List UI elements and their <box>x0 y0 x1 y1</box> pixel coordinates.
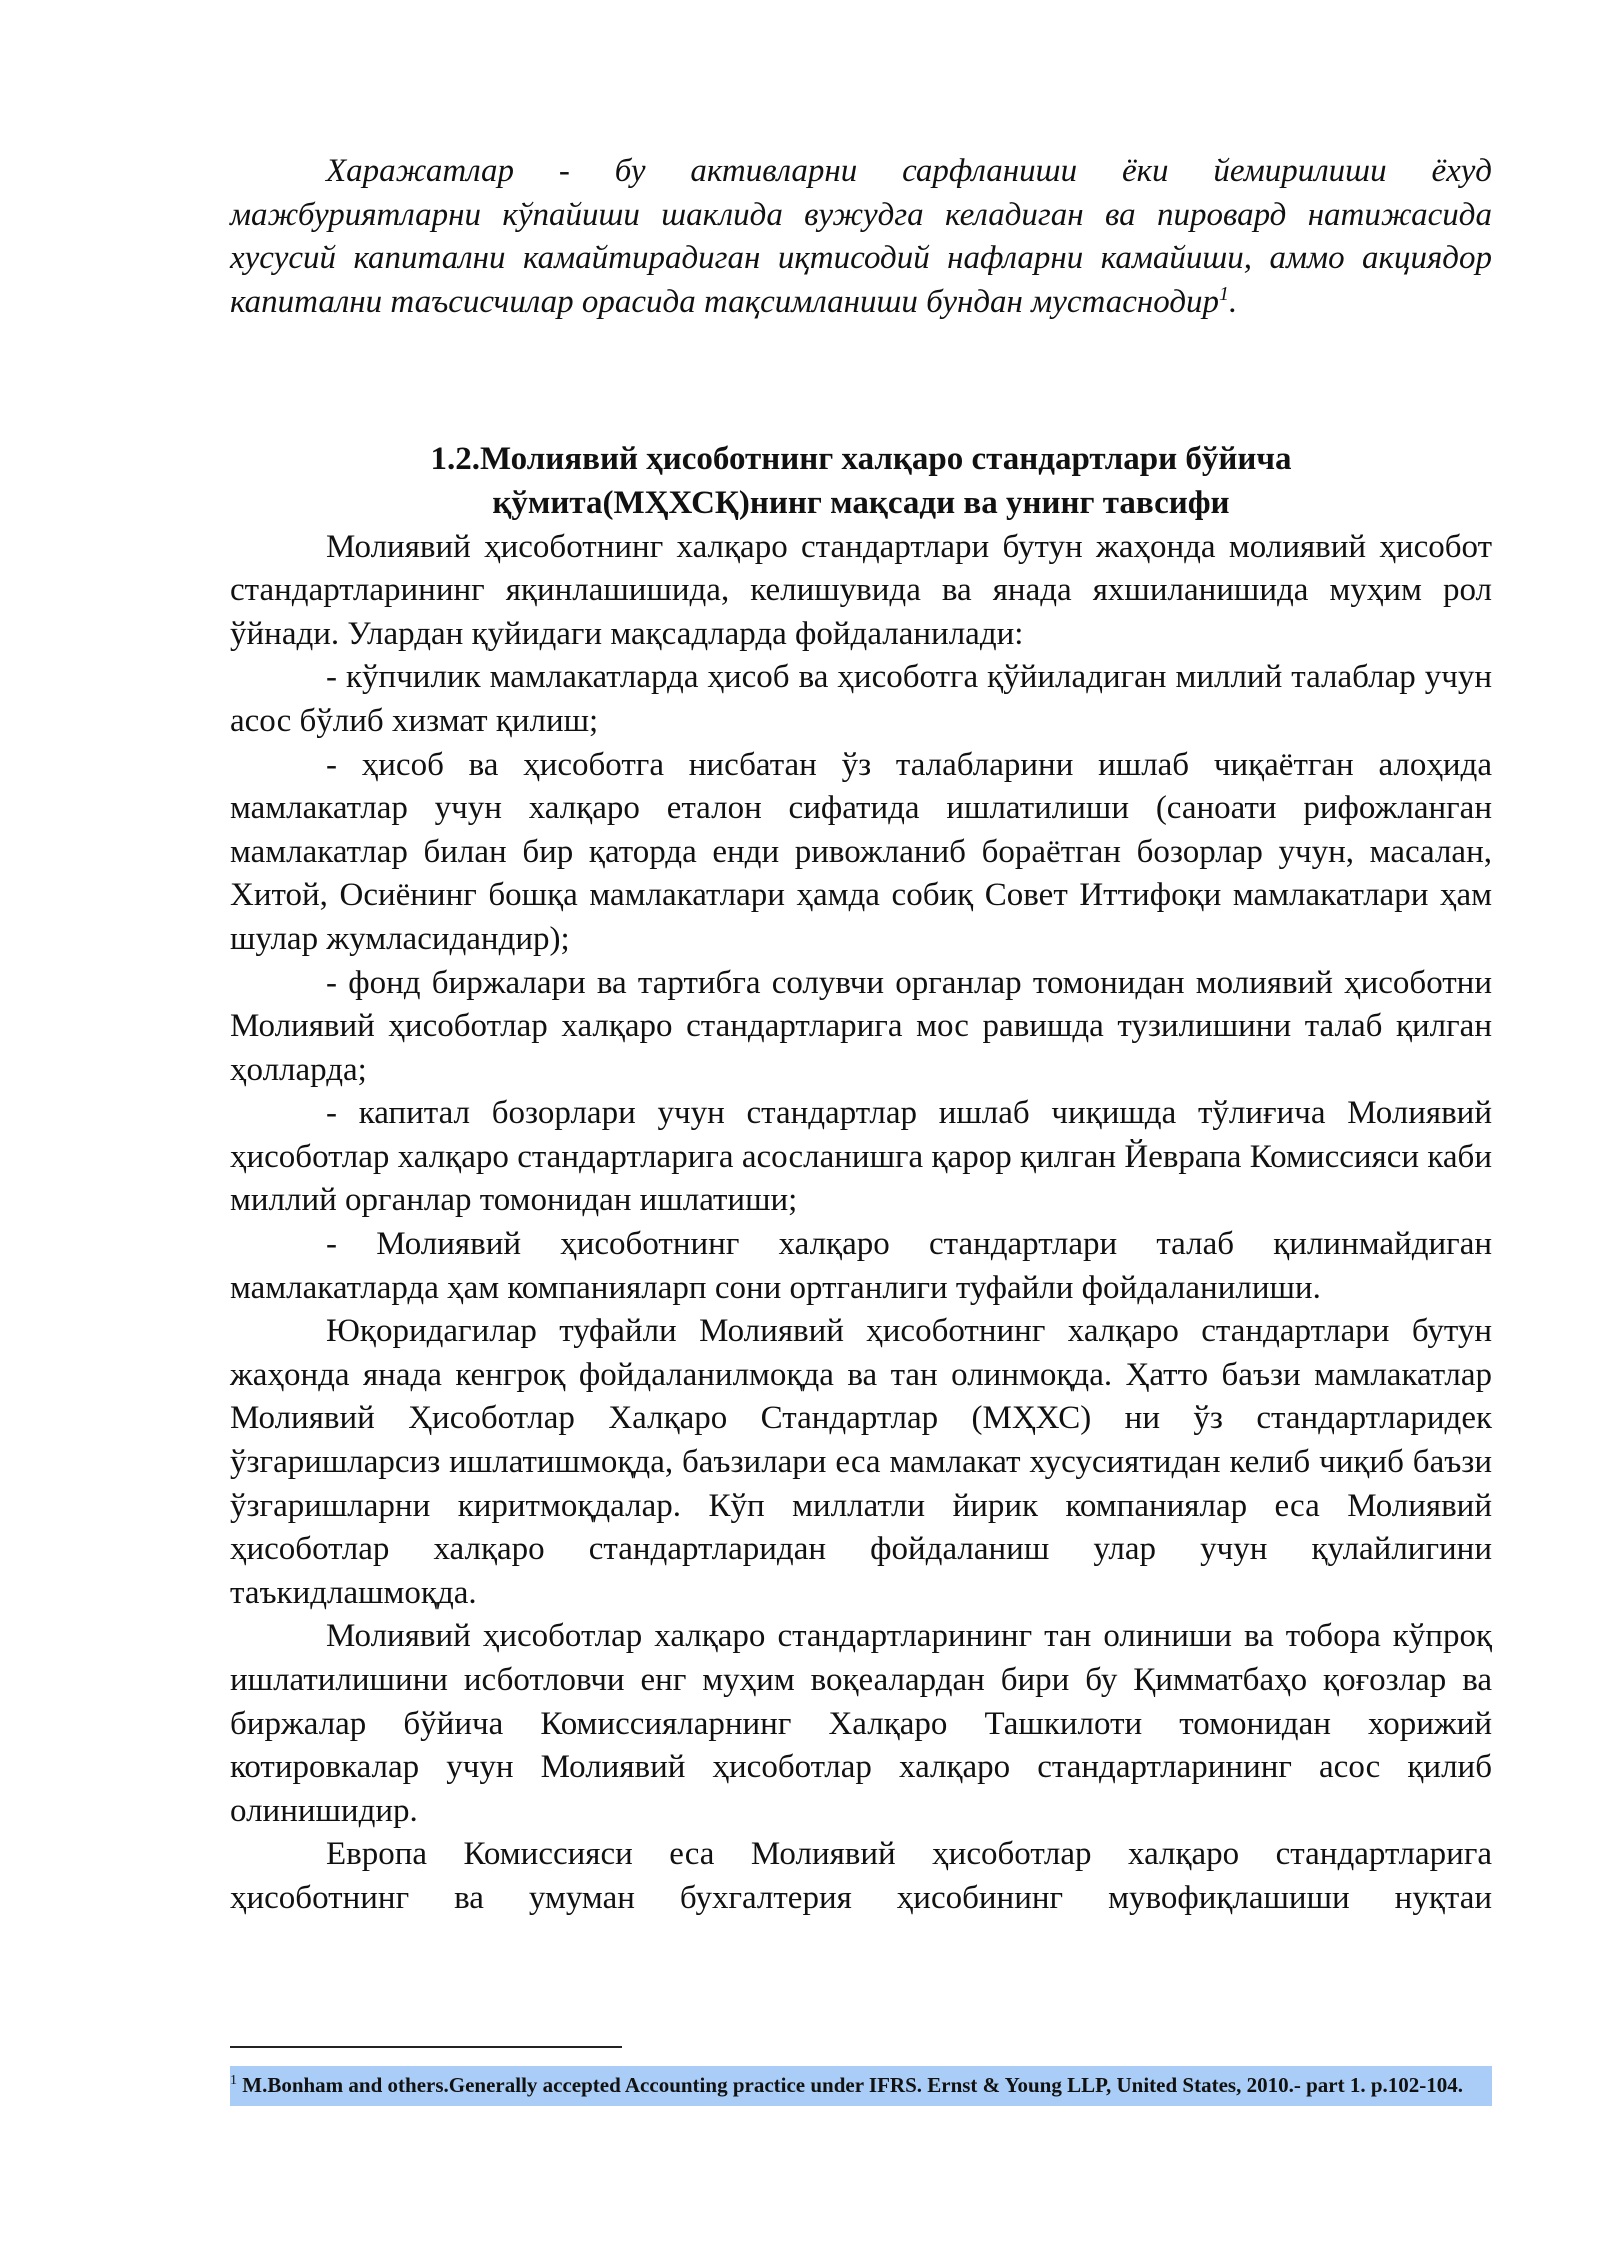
body-paragraph: Европа Комиссияси еса Молиявий ҳисоботлар халқаро стандартларига ҳисоботнинг ва умуман бухгалтерия ҳисобининг мувофиқлашиши нуқтаи <box>230 1836 1492 1916</box>
bullet-item: - Молиявий ҳисоботнинг халқаро стандартлари талаб қилинмайдиган мамлакатларда ҳам компаниялapп сони ортганлиги туфайли фойдаланилиши. <box>230 1226 1492 1306</box>
bullet-item: - кўпчилик мамлакатларда ҳисоб ва ҳисоботга қўйиладиган миллий талаблар учун асос бўлиб хизмат қилиш; <box>230 659 1492 739</box>
document-page <box>230 150 1492 1921</box>
section-title-line1: 1.2.Молиявий ҳисоботнинг халқаро стандартлари бўйича <box>430 441 1292 478</box>
body-paragraph: Молиявий ҳисоботнинг халқаро стандартлари бутун жаҳонда молиявий ҳисобот стандартларининг яқинлашишида, келишувида ва янада яхшиланишида муҳим рол ўйнади. Улардан қуйидаги мақсадларда фойдаланилади: <box>230 528 1492 652</box>
footnote-text: M.Bonham and others.Generally accepted Accounting practice under IFRS. Ernst & Young LLP, United States, 2010.- part 1. p.102-104. <box>242 2073 1463 2097</box>
body-paragraph: Юқоридагилар туфайли Молиявий ҳисоботнинг халқаро стандартлари бутун жаҳонда янада кенгроқ фойдаланилмоқда ва тан олинмоқда. Ҳатто баъзи мамлакатлар Молиявий Ҳисоботлар Халқаро Стандартлар (МҲХС) ни ўз стандартларидек ўзгаришларсиз ишлатишмоқда, баъзилари еса мамлакат хусусиятидан келиб чиқиб баъзи ўзгаришларни киритмоқдалар. Кўп миллатли йирик компаниялар еса Молиявий ҳисоботлар халқаро стандартларидан фойдаланиш улар учун қулайлигини таъкидлашмоқда. <box>230 1313 1492 1611</box>
footnote-mark: 1 <box>230 2073 237 2088</box>
bullet-item: - капитал бозорлари учун стандартлар ишлаб чиқишда тўлиғича Молиявий ҳисоботлар халқаро стандартларига асосланишга қарор қилган Йеврапа Комиссияси каби миллий органлар томонидан ишлатиши; <box>230 1095 1492 1219</box>
intro-paragraph: Харажатлар - бу активларни сарфланиши ёки йемирилиши ёхуд мажбуриятларни кўпайиши шаклида вужудга келадиган ва пировард натижасида хусусий капитални камайтирадиган иқтисодий нафларни камайиши, аммо акциядор капитални таъсисчилар орасида тақсимланиши бундан мустаснодир$^1$. <box>230 153 1492 320</box>
body-paragraph: Молиявий ҳисоботлар халқаро стандартларининг тан олиниши ва тобора кўпроқ ишлатилишини исботловчи енг муҳим воқеалардан бири бу Қимматбаҳо қоғозлар ва биржалар бўйича Комиссияларнинг Халқаро Ташкилоти томонидан хорижий котировкалар учун Молиявий ҳисоботлар халқаро стандартларининг асос қилиб олинишидир. <box>230 1618 1492 1829</box>
bullet-item: - фонд биржалари ва тартибга солувчи органлар томонидан молиявий ҳисоботни Молиявий ҳисоботлар халқаро стандартларига мос равишда тузилишини талаб қилган ҳолларда; <box>230 964 1492 1088</box>
footnote <box>230 2066 1492 2106</box>
bullet-item: - ҳисоб ва ҳисоботга нисбатан ўз талабларини ишлаб чиқаётган алоҳида мамлакатлар учун халқаро еталон сифатида ишлатилиши (саноати рифожланган мамлакатлар билан бир қаторда енди ривожланиб бораётган бозорлар учун, масалан, Хитой, Осиёнинг бошқа мамлакатлари ҳамда собиқ Совет Иттифоқи мамлакатлари ҳам шулар жумласидандир); <box>230 746 1492 957</box>
section-title-line2: қўмита(МҲХСҚ)нинг мақсади ва унинг тавсифи <box>492 484 1230 521</box>
footnote-reference[interactable]: 1 <box>1219 282 1230 305</box>
footnote-divider <box>230 2046 622 2048</box>
